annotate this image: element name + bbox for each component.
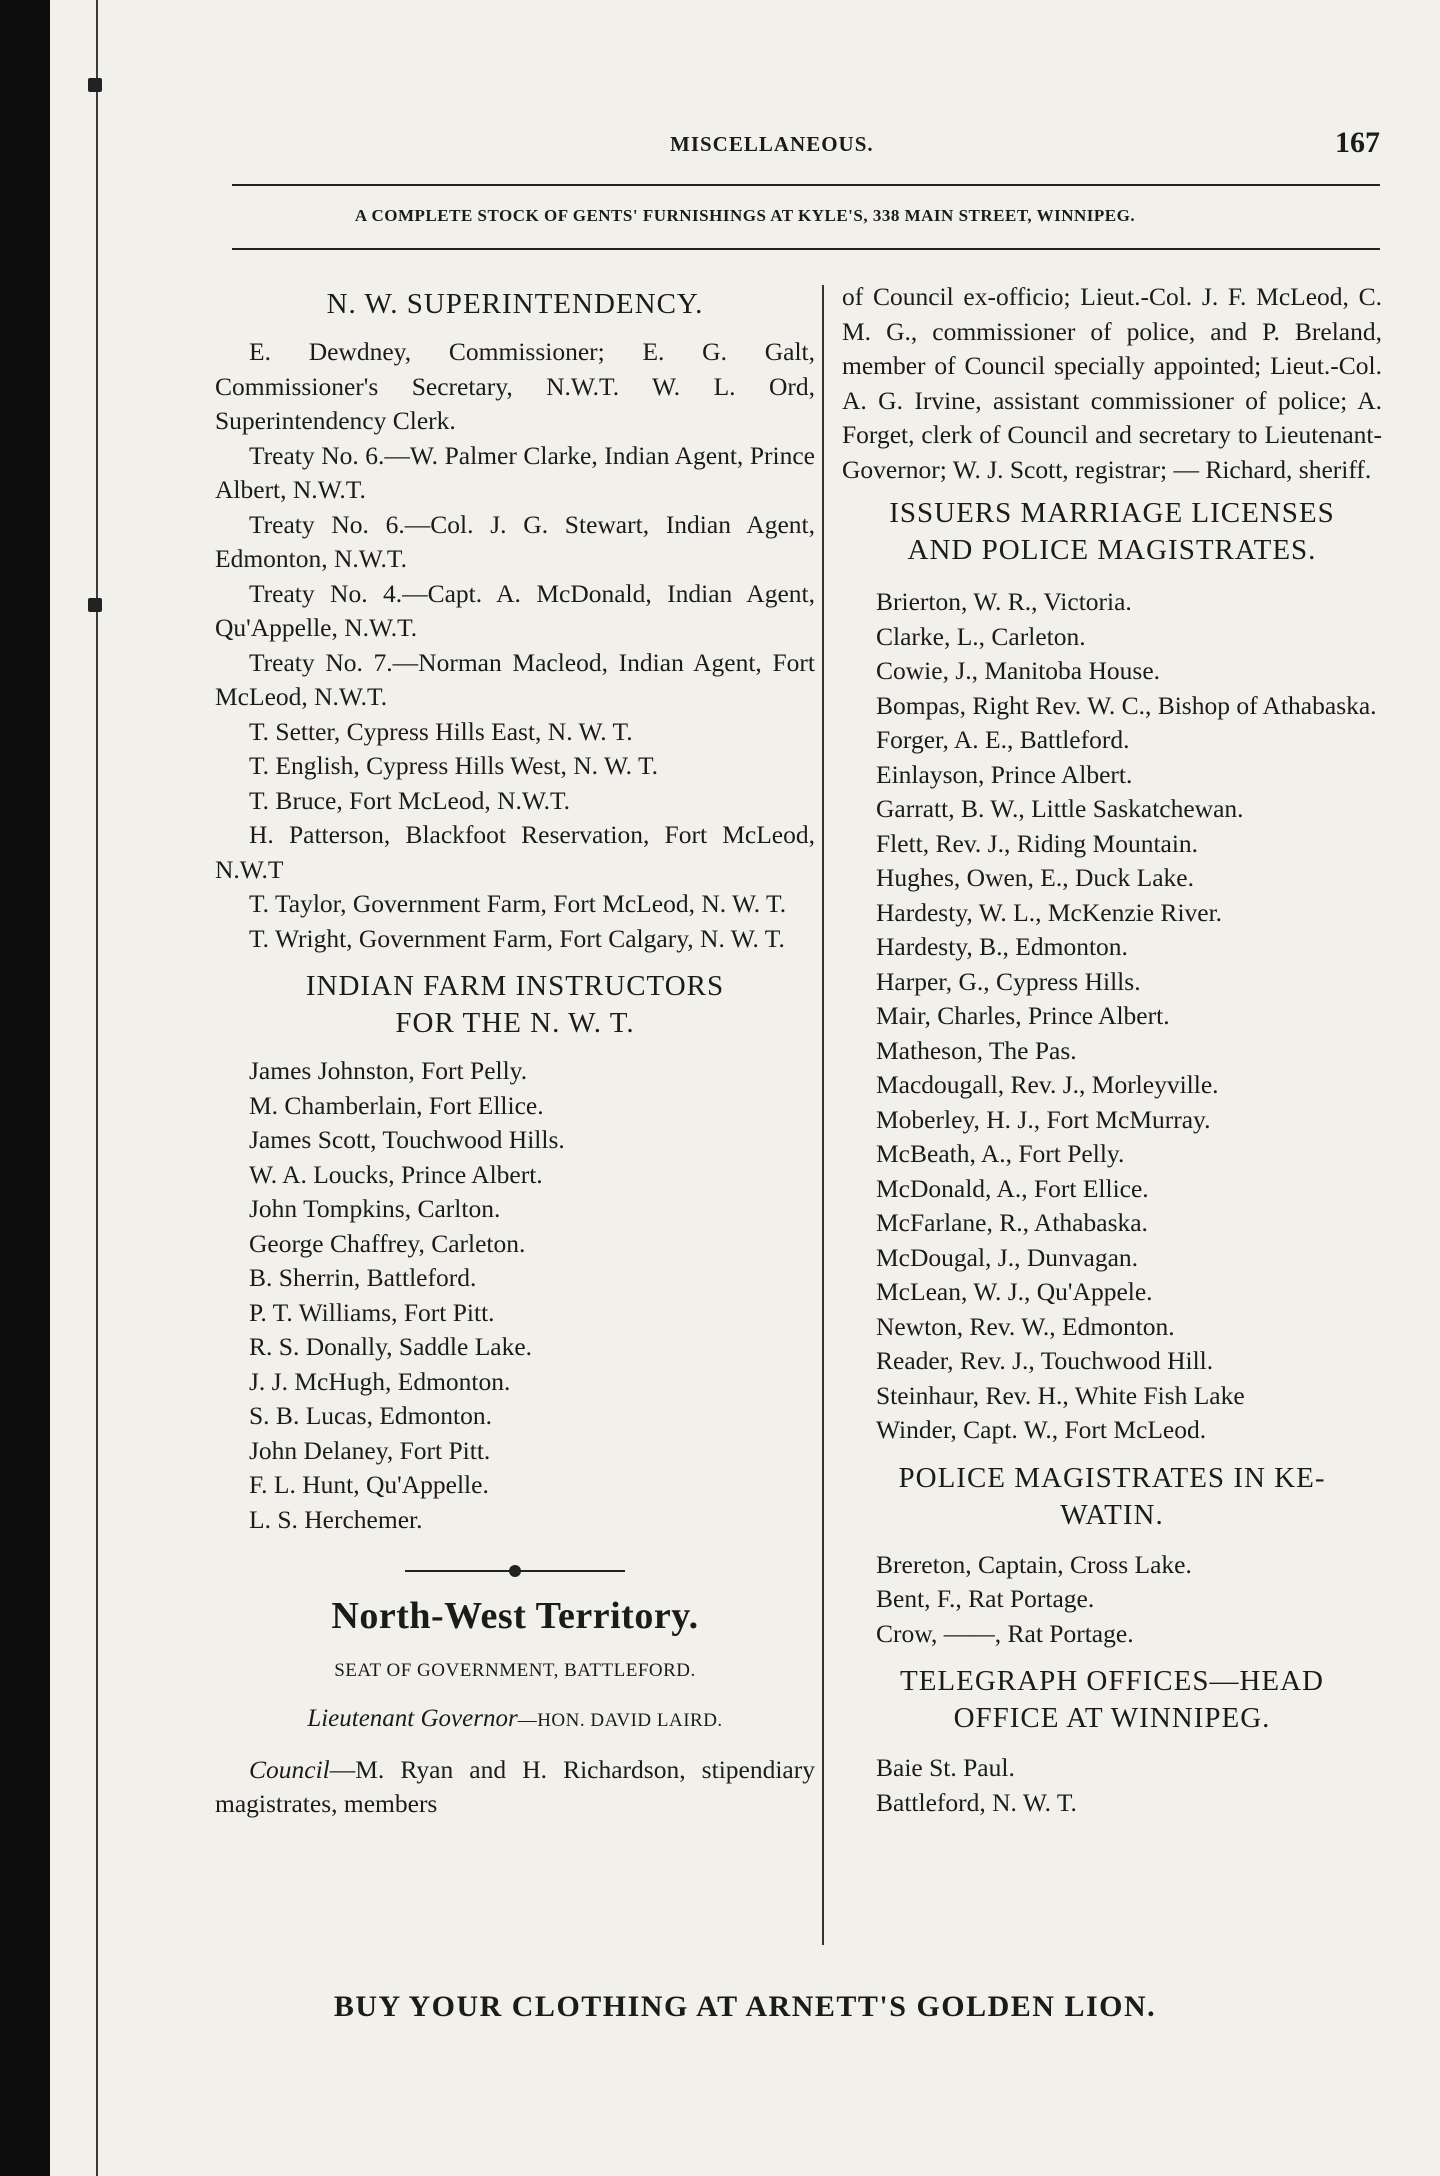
list-item: Clarke, L., Carleton.	[876, 621, 1086, 651]
paragraph: E. Dewdney, Commissioner; E. G. Galt, Commissioner's Secretary, N.W.T. W. L. Ord, Superintendency Clerk.	[215, 337, 815, 435]
lg-label: Lieutenant Governor	[307, 1705, 518, 1732]
running-title: MISCELLANEOUS.	[670, 132, 874, 156]
entry: T. English, Cypress Hills West, N. W. T.	[249, 751, 659, 780]
entry: T. Taylor, Government Farm, Fort McLeod, N. W. T.	[249, 889, 787, 918]
right-column	[842, 280, 1382, 1820]
list-item: Bompas, Right Rev. W. C., Bishop of Athabaska.	[876, 690, 1377, 720]
list-item: Crow, ——, Rat Portage.	[876, 1618, 1134, 1648]
list-item: Forger, A. E., Battleford.	[876, 725, 1130, 754]
entry: Treaty No. 6.—W. Palmer Clarke, Indian Agent, Prince Albert, N.W.T.	[215, 440, 815, 504]
binding-edge	[96, 0, 98, 2176]
section-heading-keewatin: POLICE MAGISTRATES IN KE-	[898, 1461, 1326, 1494]
list-item: McDougal, J., Dunvagan.	[876, 1242, 1139, 1272]
running-head	[50, 128, 1440, 168]
section-heading-farm-instructors-line2: FOR THE N. W. T.	[395, 1007, 635, 1039]
section-heading-issuers: ISSUERS MARRIAGE LICENSES	[889, 497, 1335, 529]
header-rule	[232, 184, 1380, 186]
book-page	[50, 0, 1440, 2176]
list-item: Cowie, J., Manitoba House.	[876, 656, 1161, 685]
list-item: Hardesty, B., Edmonton.	[876, 932, 1128, 961]
list-item: Matheson, The Pas.	[876, 1035, 1077, 1065]
list-item: McBeath, A., Fort Pelly.	[876, 1139, 1125, 1168]
entry: T. Setter, Cypress Hills East, N. W. T.	[249, 716, 633, 746]
list-item: B. Sherrin, Battleford.	[249, 1263, 477, 1292]
list-item: Reader, Rev. J., Touchwood Hill.	[876, 1346, 1214, 1375]
ornament-divider	[215, 1561, 815, 1581]
list-item: McDonald, A., Fort Ellice.	[876, 1173, 1149, 1203]
list-item: Baie St. Paul.	[876, 1753, 1015, 1782]
list-item: James Scott, Touchwood Hills.	[249, 1125, 565, 1154]
list-item: Bent, F., Rat Portage.	[876, 1584, 1095, 1613]
section-heading-farm-instructors: INDIAN FARM INSTRUCTORS	[305, 970, 725, 1002]
header-rule	[232, 248, 1380, 250]
list-item: Winder, Capt. W., Fort McLeod.	[876, 1415, 1207, 1444]
entry: Treaty No. 7.—Norman Macleod, Indian Agent, Fort McLeod, N.W.T.	[215, 647, 815, 711]
section-heading-keewatin-line2: WATIN.	[1060, 1498, 1164, 1531]
list-item: Hardesty, W. L., McKenzie River.	[876, 897, 1223, 927]
list-item: L. S. Herchemer.	[249, 1504, 423, 1534]
list-item: McLean, W. J., Qu'Appele.	[876, 1277, 1153, 1306]
entry: H. Patterson, Blackfoot Reservation, Fort McLeod, N.W.T	[215, 820, 815, 884]
entry: Treaty No. 6.—Col. J. G. Stewart, Indian Agent, Edmonton, N.W.T.	[215, 509, 815, 573]
advert-bottom: BUY YOUR CLOTHING AT ARNETT'S GOLDEN LION.	[333, 1990, 1157, 2023]
list-item: John Tompkins, Carlton.	[249, 1194, 501, 1223]
seat-of-government: SEAT OF GOVERNMENT, BATTLEFORD.	[334, 1659, 696, 1681]
list-item: R. S. Donally, Saddle Lake.	[249, 1332, 533, 1361]
list-item: Einlayson, Prince Albert.	[876, 759, 1133, 789]
list-item: Flett, Rev. J., Riding Mountain.	[876, 828, 1199, 858]
list-item: S. B. Lucas, Edmonton.	[249, 1401, 492, 1430]
list-item: Brierton, W. R., Victoria.	[876, 587, 1132, 616]
council-text: —M. Ryan and H. Richardson, stipendiary magistrates, members	[215, 1754, 815, 1818]
left-column	[215, 280, 815, 1822]
list-item: Moberley, H. J., Fort McMurray.	[876, 1104, 1211, 1134]
section-heading-telegraph-line2: OFFICE AT WINNIPEG.	[953, 1702, 1271, 1734]
list-item: Macdougall, Rev. J., Morleyville.	[876, 1070, 1219, 1099]
council-continuation: of Council ex-officio; Lieut.-Col. J. F. McLeod, C. M. G., commissioner of police, and P. Breland, member of Council specially appointed; Lieut.-Col. A. G. Irvine, assistant commissioner of police; A. Forget, clerk of Council and secretary to Lieutenant-Governor; W. J. Scott, registrar; — Richard, sheriff.	[842, 282, 1382, 484]
section-heading-telegraph: TELEGRAPH OFFICES—HEAD	[900, 1665, 1324, 1697]
council-label: Council	[249, 1754, 330, 1784]
binding-mark	[88, 78, 102, 92]
column-divider	[822, 285, 824, 1945]
lieutenant-governor	[215, 1702, 815, 1739]
page-number: 167	[1335, 126, 1380, 159]
ornament-dot	[509, 1565, 521, 1577]
entry: T. Wright, Government Farm, Fort Calgary, N. W. T.	[249, 923, 785, 953]
list-item: M. Chamberlain, Fort Ellice.	[249, 1090, 544, 1120]
binding-mark	[88, 598, 102, 612]
list-item: Newton, Rev. W., Edmonton.	[876, 1311, 1175, 1341]
entry: Treaty No. 4.—Capt. A. McDonald, Indian Agent, Qu'Appelle, N.W.T.	[215, 578, 815, 642]
section-heading-issuers-line2: AND POLICE MAGISTRATES.	[907, 534, 1317, 566]
council-paragraph	[215, 1753, 815, 1822]
list-item: Battleford, N. W. T.	[876, 1787, 1077, 1817]
list-item: James Johnston, Fort Pelly.	[249, 1056, 528, 1085]
lg-name: —HON. DAVID LAIRD.	[517, 1710, 723, 1731]
list-item: Hughes, Owen, E., Duck Lake.	[876, 863, 1194, 892]
list-item: Steinhaur, Rev. H., White Fish Lake	[876, 1380, 1245, 1410]
list-item: J. J. McHugh, Edmonton.	[249, 1366, 511, 1396]
list-item: W. A. Loucks, Prince Albert.	[249, 1159, 543, 1189]
list-item: Mair, Charles, Prince Albert.	[876, 1001, 1170, 1030]
list-item: John Delaney, Fort Pitt.	[249, 1435, 491, 1465]
entry: T. Bruce, Fort McLeod, N.W.T.	[249, 785, 571, 815]
list-item: P. T. Williams, Fort Pitt.	[249, 1297, 495, 1327]
advert-top: A COMPLETE STOCK OF GENTS' FURNISHINGS AT KYLE'S, 338 MAIN STREET, WINNIPEG.	[354, 206, 1136, 225]
list-item: Garratt, B. W., Little Saskatchewan.	[876, 794, 1244, 823]
list-item: George Chaffrey, Carleton.	[249, 1228, 526, 1258]
list-item: F. L. Hunt, Qu'Appelle.	[249, 1470, 489, 1499]
list-item: McFarlane, R., Athabaska.	[876, 1208, 1148, 1237]
section-title-nwt: North-West Territory.	[331, 1595, 699, 1637]
section-heading-nw-superintendency: N. W. SUPERINTENDENCY.	[326, 288, 704, 320]
list-item: Brereton, Captain, Cross Lake.	[876, 1549, 1192, 1579]
list-item: Harper, G., Cypress Hills.	[876, 966, 1141, 996]
